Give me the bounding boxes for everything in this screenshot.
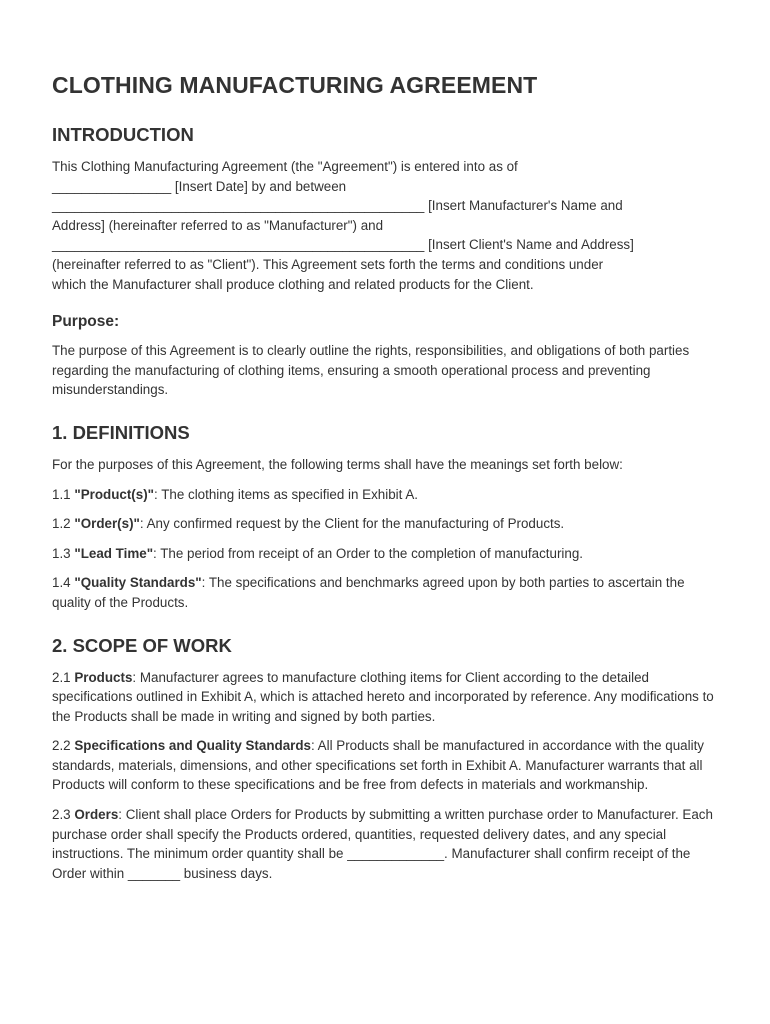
document-title: CLOTHING MANUFACTURING AGREEMENT — [52, 72, 538, 98]
intro-line: This Clothing Manufacturing Agreement (the "Agreement") is entered into as of — [52, 159, 518, 174]
intro-line: __________________________________________________ [Insert Client's Name and Address] — [52, 237, 634, 253]
intro-line: which the Manufacturer shall produce clothing and related products for the Client. — [52, 276, 534, 292]
introduction-heading: INTRODUCTION — [52, 124, 194, 145]
scope-item: 2.1 Products: Manufacturer agrees to manufacture clothing items for Client according to the detailed specifications outlined in Exhibit A, which is attached hereto and incorporated by reference. Any modifications to the Products shall be made in writing and signed by both parties. — [52, 669, 714, 724]
scope-item: 2.2 Specifications and Quality Standards: All Products shall be manufactured in accordance with the quality standards, materials, dimensions, and other specifications set forth in Exhibit A. Manufacturer warrants that all Products will conform to these specifications and be free from defects in materials and workmanship. — [52, 738, 704, 793]
definitions-heading: 1. DEFINITIONS — [52, 421, 190, 443]
scope-section — [52, 635, 718, 884]
intro-line: ________________ [Insert Date] by and between — [52, 178, 347, 194]
definitions-section — [52, 422, 718, 613]
scope-item: 2.3 Orders: Client shall place Orders for Products by submitting a written purchase order to Manufacturer. Each purchase order shall specify the Products ordered, quantities, requested delivery dates, and any special instructions. The minimum order quantity shall be _____________. Manufacturer shall confirm receipt of the Order within _______ business days. — [52, 807, 713, 881]
intro-line: Address] (hereinafter referred to as "Manufacturer") and — [52, 217, 384, 233]
intro-line: (hereinafter referred to as "Client"). This Agreement sets forth the terms and conditions under — [52, 256, 604, 272]
scope-term: Products — [74, 669, 133, 685]
definition-item: 1.2 "Order(s)": Any confirmed request by the Client for the manufacturing of Products. — [52, 516, 565, 532]
purpose-section — [52, 313, 718, 400]
scope-term: Orders — [74, 807, 119, 823]
intro-line: __________________________________________________ [Insert Manufacturer's Name and — [52, 198, 623, 214]
scope-heading: 2. SCOPE OF WORK — [52, 634, 232, 656]
definition-term: "Order(s)" — [74, 516, 140, 532]
definition-term: "Lead Time" — [74, 545, 154, 561]
definition-term: "Quality Standards" — [74, 575, 202, 591]
definition-item: 1.3 "Lead Time": The period from receipt of an Order to the completion of manufacturing. — [52, 545, 584, 561]
definitions-intro: For the purposes of this Agreement, the following terms shall have the meanings set forth below: — [52, 456, 623, 472]
purpose-paragraph: The purpose of this Agreement is to clearly outline the rights, responsibilities, and obligations of both parties regarding the manufacturing of clothing items, ensuring a smooth operational process and preventing misunderstandings. — [52, 343, 690, 398]
definition-item: 1.4 "Quality Standards": The specifications and benchmarks agreed upon by both parties to ascertain the quality of the Products. — [52, 575, 685, 610]
introduction-section — [52, 124, 718, 294]
definition-term: "Product(s)" — [74, 486, 155, 502]
scope-term: Specifications and Quality Standards — [74, 738, 311, 754]
introduction-paragraph — [52, 157, 718, 294]
definition-item: 1.1 "Product(s)": The clothing items as specified in Exhibit A. — [52, 486, 418, 502]
purpose-heading: Purpose: — [52, 313, 120, 331]
